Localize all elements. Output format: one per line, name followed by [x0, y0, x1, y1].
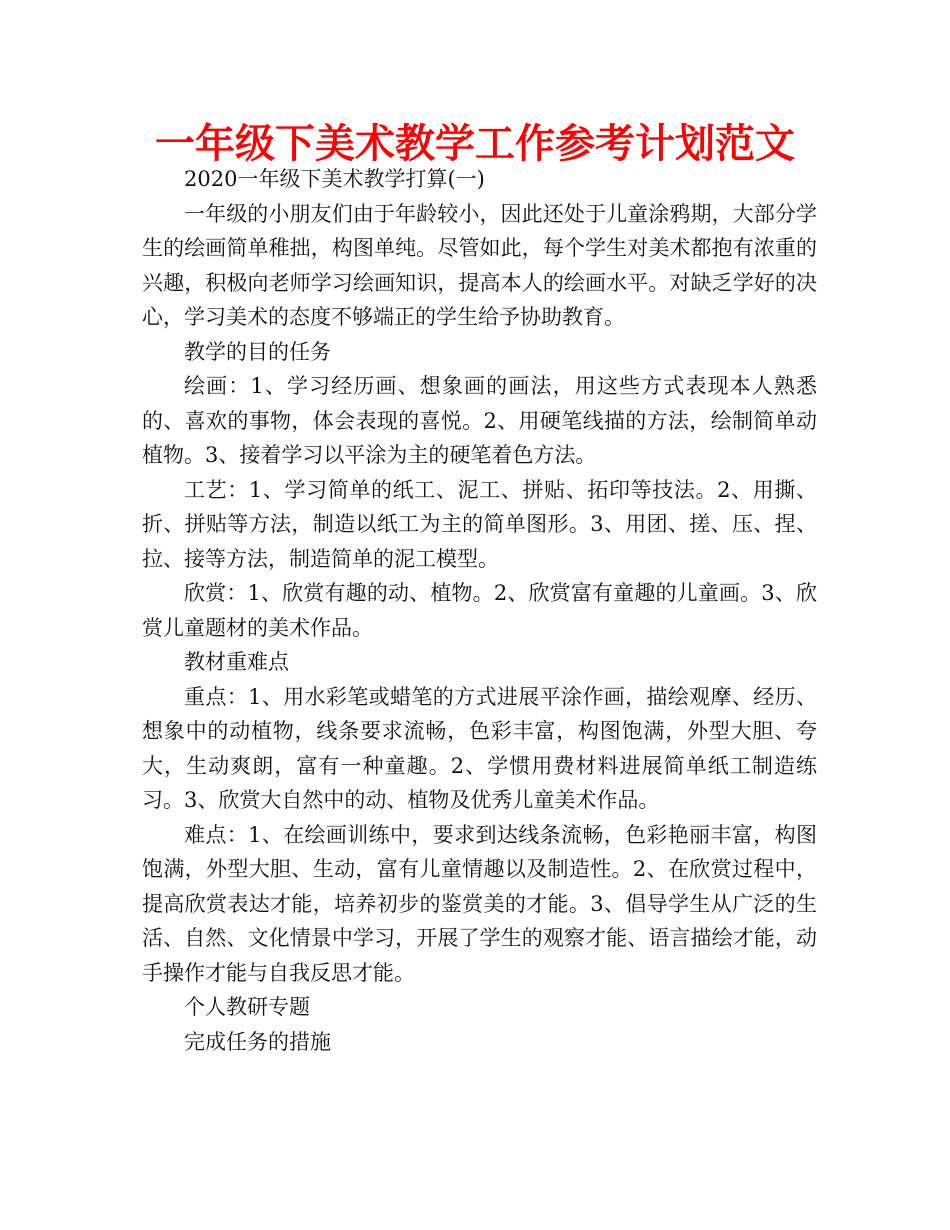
- section-heading-objectives: 教学的目的任务: [184, 339, 331, 364]
- document-title: 一年级下美术教学工作参考计划范文: [155, 121, 795, 167]
- appreciation-paragraph: 欣赏：1、欣赏有趣的动、植物。2、欣赏富有童趣的儿童画。3、欣赏儿童题材的美术作品。: [142, 581, 817, 640]
- section-heading-key-points: 教材重难点: [184, 650, 289, 674]
- difficulties-paragraph: 难点：1、在绘画训练中，要求到达线条流畅，色彩艳丽丰富，构图饱满，外型大胆、生动，富有儿童情趣以及制造性。2、在欣赏过程中，提高欣赏表达才能，培养初步的鉴赏美的才能。3、倡导学生从广泛的生活、自然、文化情景中学习，开展了学生的观察才能、语言描绘才能，动手操作才能与自我反思才能。: [142, 822, 817, 985]
- section-heading-measures: 完成任务的措施: [184, 1029, 331, 1054]
- subtitle-paragraph: 2020一年级下美术教学打算(一): [184, 167, 485, 191]
- intro-paragraph: 一年级的小朋友们由于年龄较小，因此还处于儿童涂鸦期，大部分学生的绘画简单稚拙，构图单纯。尽管如此，每个学生对美术都抱有浓重的兴趣，积极向老师学习绘画知识，提高本人的绘画水平。对缺乏学好的决心，学习美术的态度不够端正的学生给予协助教育。: [142, 201, 817, 329]
- painting-paragraph: 绘画：1、学习经历画、想象画的画法，用这些方式表现本人熟悉的、喜欢的事物，体会表现的喜悦。2、用硬笔线描的方法，绘制简单动植物。3、接着学习以平涂为主的硬笔着色方法。: [142, 374, 817, 467]
- craft-paragraph: 工艺：1、学习简单的纸工、泥工、拼贴、拓印等技法。2、用撕、折、拼贴等方法，制造以纸工为主的简单图形。3、用团、搓、压、捏、拉、接等方法，制造简单的泥工模型。: [142, 477, 817, 571]
- section-heading-research: 个人教研专题: [184, 995, 310, 1019]
- key-points-paragraph: 重点：1、用水彩笔或蜡笔的方式进展平涂作画，描绘观摩、经历、想象中的动植物，线条要求流畅，色彩丰富，构图饱满，外型大胆、夸大，生动爽朗，富有一种童趣。2、学惯用费材料进展简单纸工制造练习。3、欣赏大自然中的动、植物及优秀儿童美术作品。: [142, 684, 817, 812]
- document-body: [142, 162, 817, 1059]
